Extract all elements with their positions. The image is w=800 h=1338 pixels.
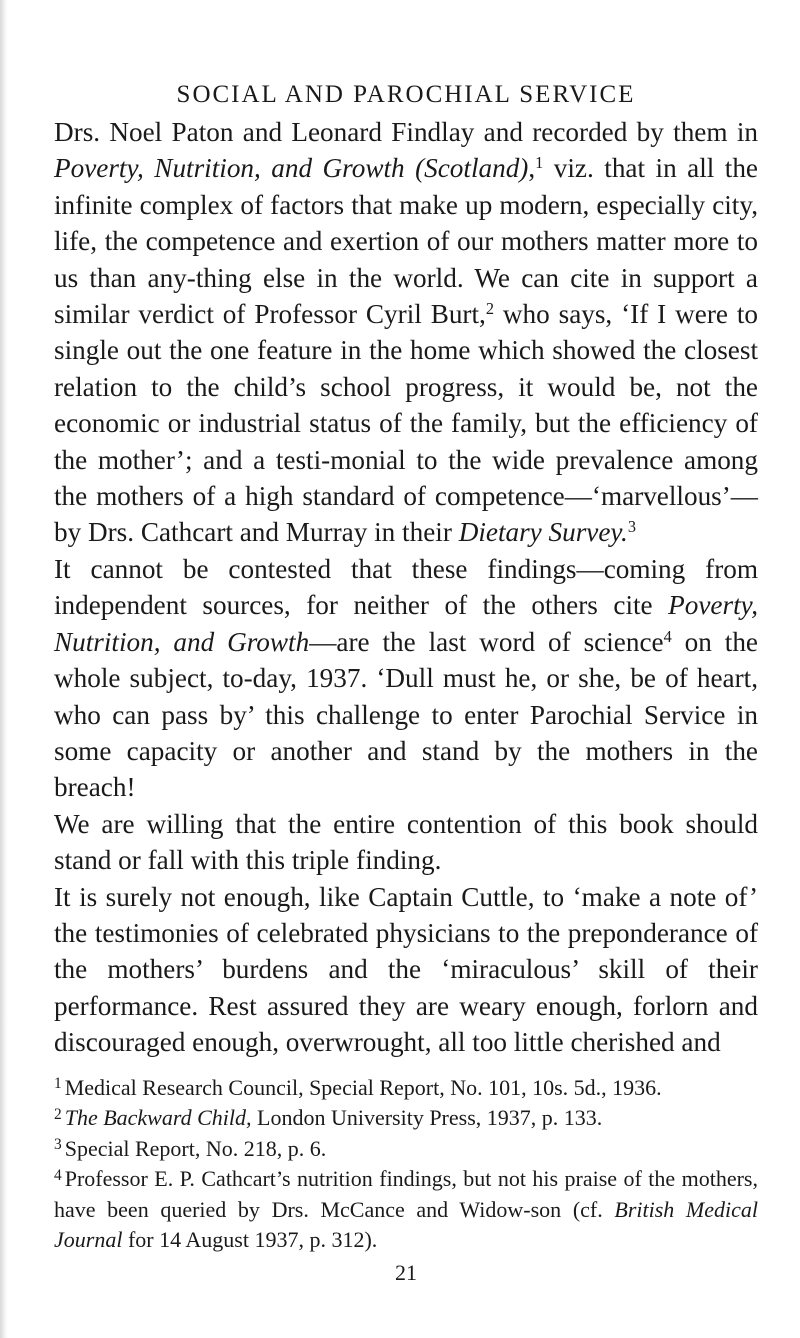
paragraph-1: Drs. Noel Paton and Leonard Findlay and recorded by them in Poverty, Nutrition, and Growth (Scotland),$^1$ viz. that in all the infinite complex of factors that make up modern, especially city, life, the competence and exertion of our mothers matter more to us than any-thing else in the world. We can cite in support a similar verdict of Professor Cyril Burt,$^2$ who says, ‘If I were to single out the one feature in the home which showed the closest relation to the child’s school progress, it would be, not the economic or industrial status of the family, but the efficiency of the mother’; and a testi-monial to the wide prevalence among the mothers of a high standard of competence—‘marvellous’—by Drs. Cathcart and Murray in their Dietary Survey.$^3$ xyxy=(54,117,759,548)
paragraph-4: It is surely not enough, like Captain Cuttle, to ‘make a note of’ the testimonies of celebrated physicians to the preponderance of the mothers’ burdens and the ‘miraculous’ skill of their performance. Rest assured they are weary enough, forlorn and discouraged enough, overwrought, all too little cherished and xyxy=(54,881,758,1058)
paragraph-3: We are willing that the entire contention of this book should stand or fall with this triple finding. xyxy=(54,808,758,876)
page-edge-shadow xyxy=(0,0,8,1338)
book-title: Poverty, Nutrition, and Growth xyxy=(54,590,758,657)
footnote-ref-3: 3 xyxy=(627,517,636,537)
body-text xyxy=(54,114,758,1061)
book-title: Dietary Survey. xyxy=(458,517,628,548)
footnote-1: $^1$ Medical Research Council, Special Report, No. 101, 10s. 5d., 1936. xyxy=(54,1074,662,1100)
book-title: Poverty, Nutrition, and Growth (Scotland) xyxy=(54,153,529,184)
paragraph-2: It cannot be contested that these findings—coming from independent sources, for neither of the others cite Poverty, Nutrition, and Growth—are the last word of science$^4$ on the whole subject, to-day, 1937. ‘Dull must he, or she, be of heart, who can pass by’ this challenge to enter Parochial Service in some capacity or another and stand by the mothers in the breach! xyxy=(54,553,758,803)
running-head: SOCIAL AND PAROCHIAL SERVICE xyxy=(176,81,636,108)
book-page xyxy=(54,78,758,1288)
footnote-2: $^2$ The Backward Child, London University Press, 1937, p. 133. xyxy=(54,1105,603,1131)
footnote-ref-4: 4 xyxy=(663,626,672,646)
footnote-ref-1: 1 xyxy=(535,153,544,173)
footnotes xyxy=(54,1073,758,1256)
footnote-4: $^4$ Professor E. P. Cathcart’s nutrition findings, but not his praise of the mothers, have been queried by Drs. McCance and Widow-son (cf. British Medical Journal for 14 August 1937, p. 312). xyxy=(54,1166,758,1253)
page-number: 21 xyxy=(395,1259,417,1285)
footnote-ref-2: 2 xyxy=(485,299,494,319)
footnote-3: $^3$ Special Report, No. 218, p. 6. xyxy=(54,1135,327,1161)
